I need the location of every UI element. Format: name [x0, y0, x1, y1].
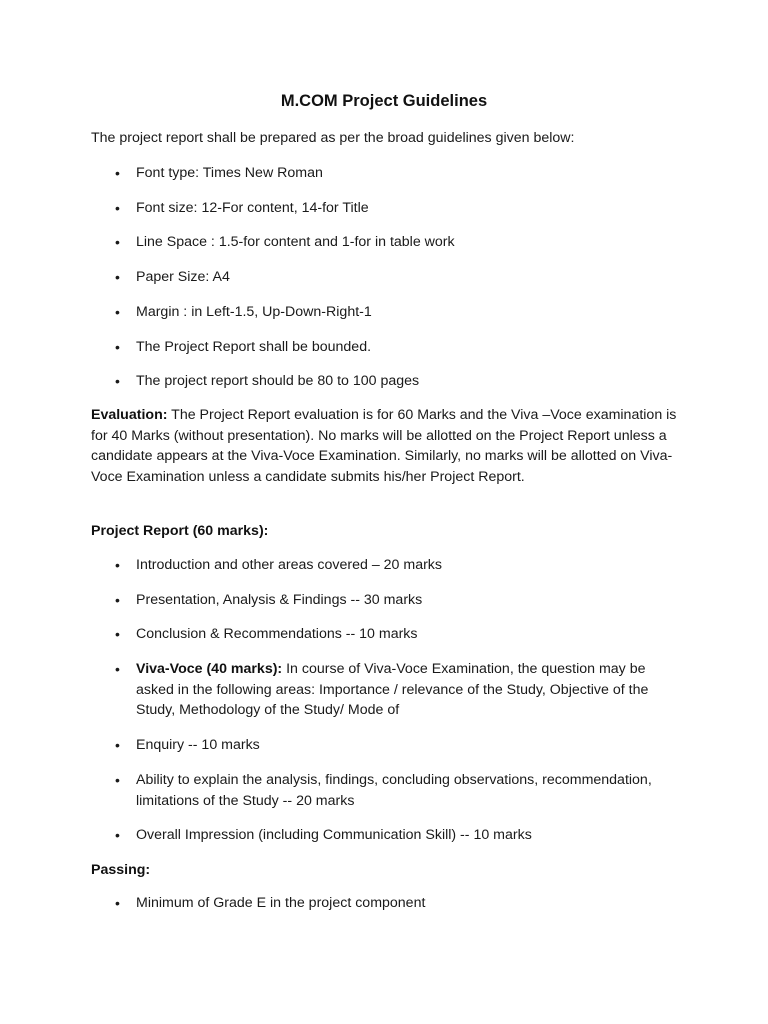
- bullet-icon: •: [115, 339, 120, 355]
- evaluation-paragraph: [91, 405, 681, 487]
- bullet-icon: •: [115, 661, 120, 677]
- bullet-icon: •: [115, 895, 120, 911]
- viva-text: In course of Viva-Voce Examination, the question may be asked in the following areas: Importance / relevance of the Study, Objective of the Study, Methodology of the Study/ Mode of: [136, 661, 649, 718]
- bullet-icon: •: [115, 269, 120, 285]
- bullet-icon: •: [115, 304, 120, 320]
- document-page: M.COM Project Guidelines The project report shall be prepared as per the broad guidelines given below: • Font type: Times New Roman • Font size: 12-For content, 14-for Title • Line Space : 1.5-for content and 1-for in table work • Paper Size: A4 • Margin : in Left-1.5, Up-Down-Right-1 • The Project Report shall be bounded. • The project report should be 80 to 100 pages Evaluation: The Project Report evaluation is for 60 Marks and the Viva –Voce examination is for 40 Marks (without presentation). No marks will be allotted on the Project Report unless a candidate appears at the Viva-Voce Examination. Similarly, no marks will be allotted on Viva-Voce Examination unless a candidate submits his/her Project Report. Project Report (60 marks): • Introduction and other areas covered – 20 marks • Presentation, Analysis & Findings -- 30 marks • Conclusion & Recommendations -- 10 marks • Viva-Voce (40 marks): In course of Viva-Voce Examination, the question may be asked in the following areas: Importance / relevance of the Study, Objective of the Study, Methodology of the Study/ Mode of • Enquiry -- 10 marks • Ability to explain the analysis, findings, concluding observations, recommendation, limitations of the Study -- 20 marks • Overall Impression (including Communication Skill) -- 10 marks Passing: • Minimum of Grade E in the project component: [0, 0, 768, 1024]
- project-report-heading: Project Report (60 marks):: [91, 523, 269, 539]
- bullet-icon: •: [115, 772, 120, 788]
- bullet-icon: •: [115, 165, 120, 181]
- bullet-icon: •: [115, 557, 120, 573]
- passing-heading: Passing:: [91, 862, 151, 878]
- bullet-icon: •: [115, 626, 120, 642]
- bullet-icon: •: [115, 737, 120, 753]
- evaluation-label: Evaluation:: [91, 407, 168, 423]
- bullet-icon: •: [115, 373, 120, 389]
- bullet-icon: •: [115, 200, 120, 216]
- bullet-icon: •: [115, 234, 120, 250]
- intro-paragraph: The project report shall be prepared as per the broad guidelines given below:: [91, 130, 575, 146]
- evaluation-text: The Project Report evaluation is for 60 Marks and the Viva –Voce examination is for 40 Marks (without presentation). No marks will be allotted on the Project Report unless a candidate appears at the Viva-Voce Examination. Similarly, no marks will be allotted on Viva-Voce Examination unless a candidate submits his/her Project Report.: [91, 407, 677, 485]
- viva-label: Viva-Voce (40 marks):: [136, 661, 283, 677]
- bullet-icon: •: [115, 827, 120, 843]
- page-title: M.COM Project Guidelines: [280, 92, 488, 110]
- bullet-icon: •: [115, 592, 120, 608]
